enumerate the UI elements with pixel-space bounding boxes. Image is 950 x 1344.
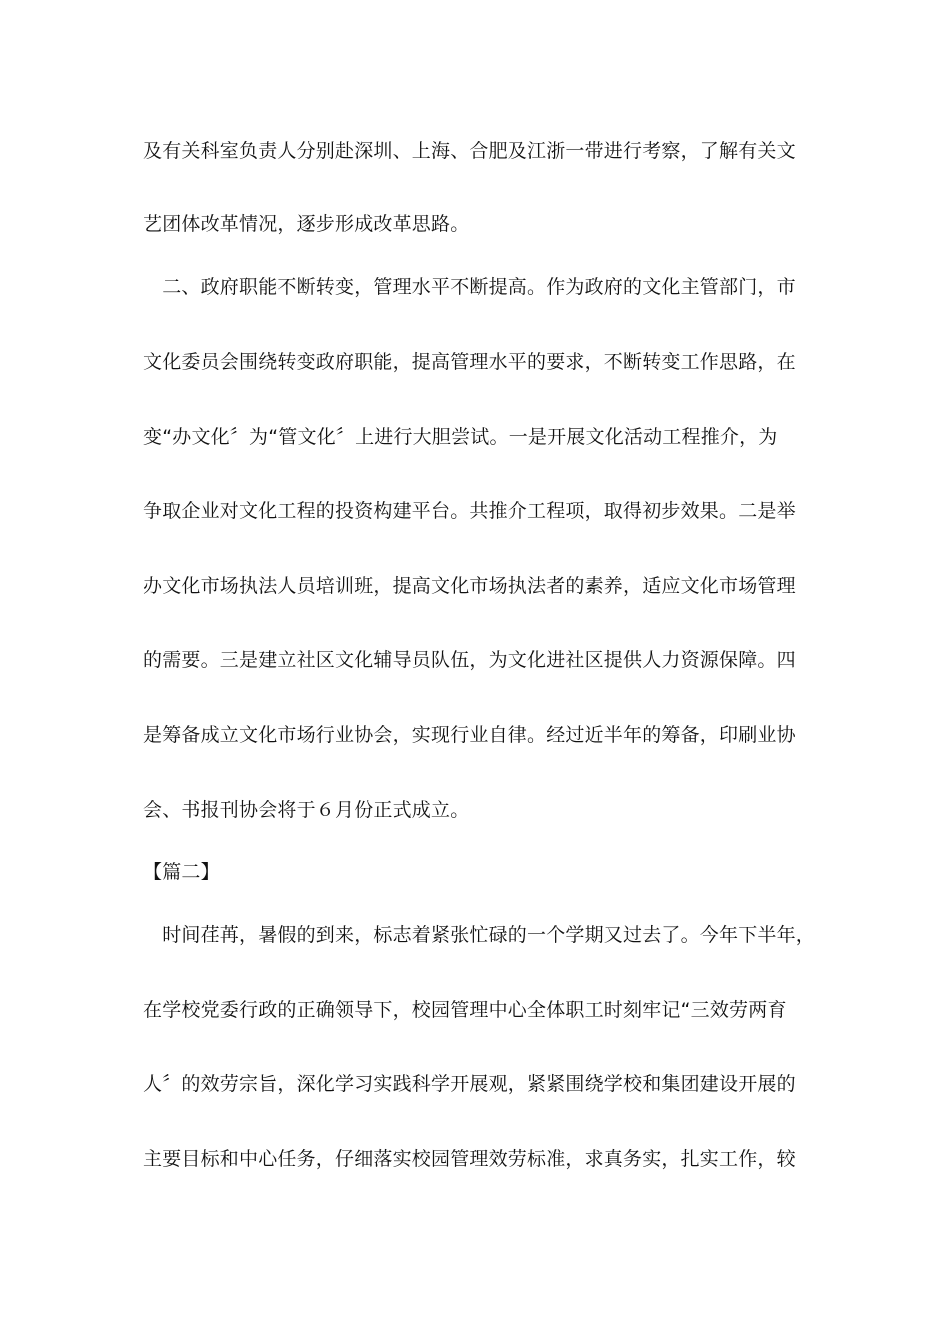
text-line: 在学校党委行政的正确领导下，校园管理中心全体职工时刻牢记“三效劳两育 xyxy=(143,999,787,1021)
text-line: 人〞的效劳宗旨，深化学习实践科学开展观，紧紧围绕学校和集团建设开展的 xyxy=(143,1073,796,1095)
text-line: 时间荏苒，暑假的到来，标志着紧张忙碌的一个学期又过去了。今年下半年， xyxy=(143,924,816,946)
text-line: 变“办文化〞为“管文化〞上进行大胆尝试。一是开展文化活动工程推介，为 xyxy=(143,426,778,448)
text-line: 是筹备成立文化市场行业协会，实现行业自律。经过近半年的筹备，印刷业协 xyxy=(143,724,796,746)
text-line: 文化委员会围绕转变政府职能，提高管理水平的要求，不断转变工作思路，在 xyxy=(143,351,796,373)
text-line: 的需要。三是建立社区文化辅导员队伍，为文化进社区提供人力资源保障。四 xyxy=(143,649,796,671)
text-line: 办文化市场执法人员培训班，提高文化市场执法者的素养，适应文化市场管理 xyxy=(143,575,796,597)
text-line: 会、书报刊协会将于６月份正式成立。 xyxy=(143,799,470,821)
text-line: 艺团体改革情况，逐步形成改革思路。 xyxy=(143,213,470,235)
text-line: 及有关科室负责人分别赴深圳、上海、合肥及江浙一带进行考察，了解有关文 xyxy=(143,140,796,162)
text-line: 争取企业对文化工程的投资构建平台。共推介工程项，取得初步效果。二是举 xyxy=(143,500,796,522)
section-heading: 【篇二】 xyxy=(143,861,220,883)
text-line: 主要目标和中心任务，仔细落实校园管理效劳标准，求真务实，扎实工作，较 xyxy=(143,1148,796,1170)
text-line: 二、政府职能不断转变，管理水平不断提高。作为政府的文化主管部门，市 xyxy=(143,276,796,298)
